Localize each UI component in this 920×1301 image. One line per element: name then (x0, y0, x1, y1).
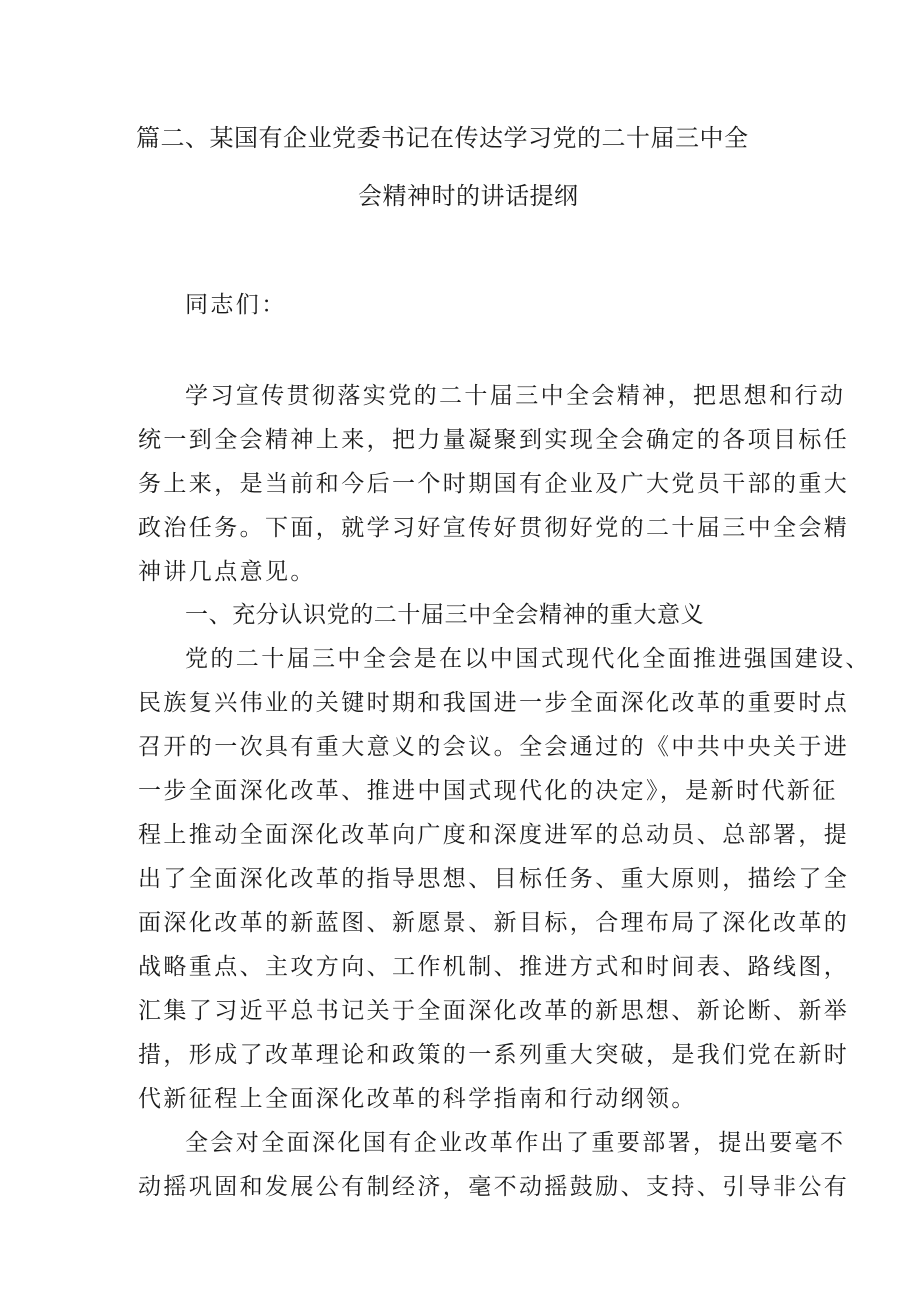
section1-para1-line: 出了全面深化改革的指导思想、目标任务、重大原则，描绘了全 (138, 866, 850, 892)
section1-para1-line: 召开的一次具有重大意义的会议。全会通过的《中共中央关于进 (138, 734, 850, 760)
intro-line: 神讲几点意见。 (138, 559, 316, 585)
section1-para1-line: 战略重点、主攻方向、工作机制、推进方式和时间表、路线图， (138, 954, 850, 980)
section-heading-1: 一、充分认识党的二十届三中全会精神的重大意义 (185, 602, 705, 628)
intro-line: 学习宣传贯彻落实党的二十届三中全会精神，把思想和行动 (185, 383, 846, 409)
section1-para1-line: 程上推动全面深化改革向广度和深度进军的总动员、总部署，提 (138, 822, 850, 848)
intro-line: 统一到全会精神上来，把力量凝聚到实现全会确定的各项目标任 (138, 427, 850, 453)
document-title-line-1: 篇二、某国有企业党委书记在传达学习党的二十届三中全 (136, 124, 749, 152)
section1-para1-line: 代新征程上全面深化改革的科学指南和行动纲领。 (138, 1086, 697, 1112)
document-title-line-2: 会精神时的讲话提纲 (358, 182, 579, 210)
intro-line: 政治任务。下面，就学习好宣传好贯彻好党的二十届三中全会精 (138, 515, 850, 541)
section1-para1-line: 民族复兴伟业的关键时期和我国进一步全面深化改革的重要时点 (138, 690, 850, 716)
salutation: 同志们： (185, 292, 287, 318)
section1-para1-line: 措，形成了改革理论和政策的一系列重大突破，是我们党在新时 (138, 1042, 850, 1068)
intro-line: 务上来，是当前和今后一个时期国有企业及广大党员干部的重大 (138, 471, 850, 497)
section1-para1-line: 一步全面深化改革、推进中国式现代化的决定》，是新时代新征 (138, 778, 838, 804)
section1-para1-line: 面深化改革的新蓝图、新愿景、新目标，合理布局了深化改革的 (138, 910, 850, 936)
section1-para2-line: 动摇巩固和发展公有制经济，毫不动摇鼓励、支持、引导非公有 (138, 1174, 850, 1200)
section1-para2-line: 全会对全面深化国有企业改革作出了重要部署，提出要毫不 (185, 1130, 846, 1156)
section1-para1-line: 党的二十届三中全会是在以中国式现代化全面推进强国建设、 (185, 646, 871, 672)
section1-para1-line: 汇集了习近平总书记关于全面深化改革的新思想、新论断、新举 (138, 998, 850, 1024)
